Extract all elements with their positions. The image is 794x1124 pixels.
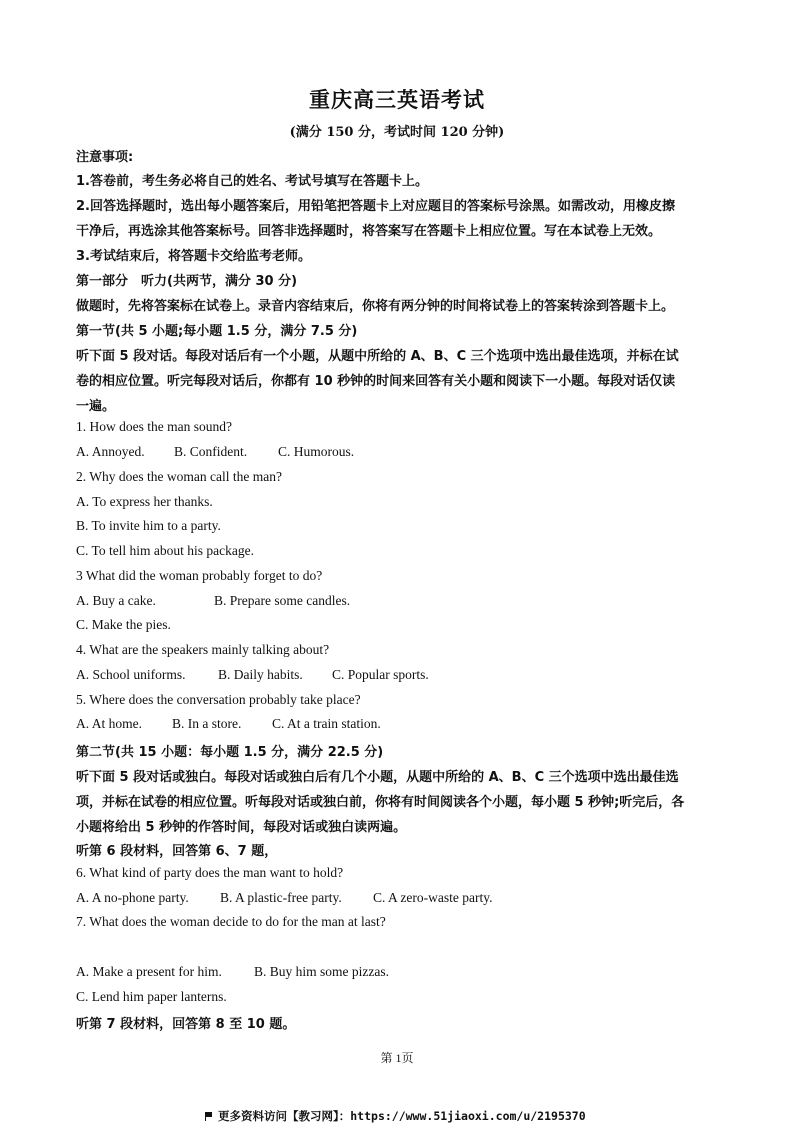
material-7-heading: 听第 7 段材料，回答第 8 至 10 题。 [76,1017,296,1032]
note-3: 3.考试结束后，将答题卡交给监考老师。 [76,249,311,264]
option-a: A. Make a present for him. [76,964,222,979]
note-2-line-2: 干净后，再选涂其他答案标号。回答非选择题时，将答案写在答题卡上相应位置。写在本试卷上无效。 [76,224,662,239]
promo-text: 更多资料访问【教习网】：https://www.51jiaoxi.com/u/2195370 [218,1109,586,1123]
option-c: C. At a train station. [272,716,381,731]
page-title: 重庆高三英语考试 [309,87,485,112]
note-1: 1.答卷前，考生务必将自己的姓名、考试号填写在答题卡上。 [76,174,428,189]
page-number: 第 1页 [380,1051,414,1065]
question-5: 5. Where does the conversation probably take place? [76,692,361,707]
question-4: 4. What are the speakers mainly talking about? [76,642,330,657]
section2-instr-line-2: 项，并标在试卷的相应位置。听每段对话或独白前，你将有时间阅读各个小题，每小题 5 秒钟;听完后，各 [76,795,685,810]
section1-heading: 第一节(共 5 小题;每小题 1.5 分，满分 7.5 分) [76,324,358,339]
option-a: A. A no-phone party. [76,890,189,905]
option-b: B. Daily habits. [218,667,303,682]
option-c: C. A zero-waste party. [373,890,493,905]
section1-instr-line-2: 卷的相应位置。听完每段对话后，你都有 10 秒钟的时间来回答有关小题和阅读下一小题。每段对话仅读 [76,374,676,389]
option-b: B. In a store. [172,716,242,731]
section2-heading: 第二节(共 15 小题：每小题 1.5 分，满分 22.5 分) [76,745,384,760]
part1-instructions: 做题时，先将答案标在试卷上。录音内容结束后，你将有两分钟的时间将试卷上的答案转涂到答题卡上。 [76,299,675,314]
option-a: A. Buy a cake. [76,593,156,608]
question-2-option-a: A. To express her thanks. [76,494,213,509]
notes-heading: 注意事项: [76,150,134,165]
section2-instr-line-1: 听下面 5 段对话或独白。每段对话或独白后有几个小题，从题中所给的 A、B、C 三个选项中选出最佳选 [76,770,679,785]
question-3-option-c: C. Make the pies. [76,617,171,632]
option-a: A. At home. [76,716,142,731]
question-3-options-ab [76,593,350,609]
option-b: B. Confident. [174,444,248,459]
flag-icon [205,1112,214,1121]
part1-heading: 第一部分 听力(共两节，满分 30 分) [76,274,298,289]
question-7: 7. What does the woman decide to do for the man at last? [76,914,386,929]
question-2-option-b: B. To invite him to a party. [76,518,221,533]
option-c: C. Popular sports. [332,667,429,682]
promo-link[interactable] [205,1108,586,1124]
option-b: B. A plastic-free party. [220,890,342,905]
question-1-options [76,444,354,460]
page-subtitle: (满分 150 分，考试时间 120 分钟) [289,125,505,140]
question-2: 2. Why does the woman call the man? [76,469,282,484]
section1-instr-line-3: 一遍。 [76,399,116,414]
question-7-option-c: C. Lend him paper lanterns. [76,989,227,1004]
option-c: C. Humorous. [278,444,355,459]
question-6: 6. What kind of party does the man want to hold? [76,865,344,880]
question-4-options [76,667,429,683]
question-1: 1. How does the man sound? [76,419,232,434]
section2-instr-line-3: 小题将给出 5 秒钟的作答时间，每段对话或独白读两遍。 [76,820,407,835]
option-b: B. Buy him some pizzas. [254,964,389,979]
section1-instr-line-1: 听下面 5 段对话。每段对话后有一个小题，从题中所给的 A、B、C 三个选项中选出最佳选项，并标在试 [76,349,679,364]
question-3: 3 What did the woman probably forget to do? [76,568,323,583]
question-2-option-c: C. To tell him about his package. [76,543,255,558]
option-a: A. Annoyed. [76,444,145,459]
material-6-heading: 听第 6 段材料，回答第 6、7 题， [76,844,278,859]
question-6-options [76,890,492,906]
question-5-options [76,716,381,732]
option-a: A. School uniforms. [76,667,186,682]
note-2-line-1: 2.回答选择题时，选出每小题答案后，用铅笔把答题卡上对应题目的答案标号涂黑。如需改动，用橡皮擦 [76,199,675,214]
option-b: B. Prepare some candles. [214,593,351,608]
question-7-options-ab [76,964,389,980]
